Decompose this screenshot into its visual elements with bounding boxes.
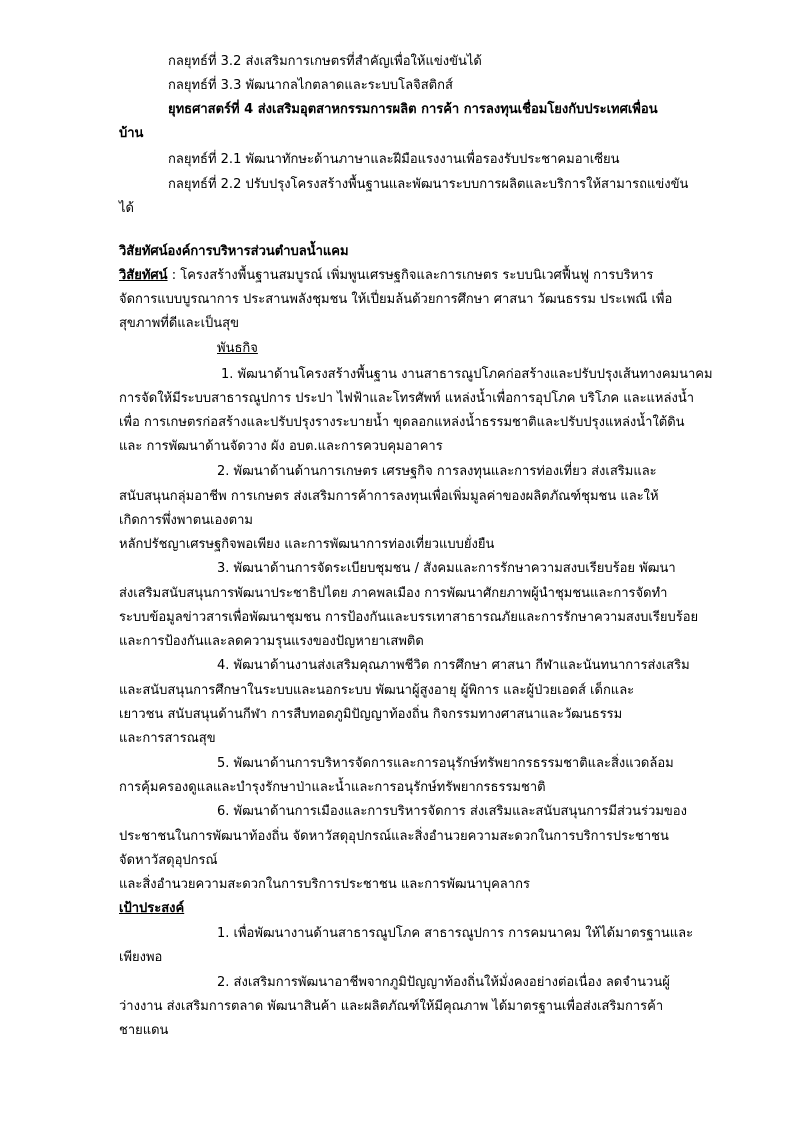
goal-item: 2. ส่งเสริมการพัฒนาอาชีพจากภูมิปัญญาท้องถิ่นให้มั่งคงอย่างต่อเนื่อง ลดจำนวนผู้ [217, 975, 670, 990]
mission-line: ส่งเสริมสนับสนุนการพัฒนาประชาธิปไตย ภาคพลเมือง การพัฒนาศักยภาพผู้นำชุมชนและการจัดทำ [119, 586, 668, 601]
mission-line: ระบบข้อมูลข่าวสารเพื่อพัฒนาชุมชน การป้องกันและบรรเทาสาธารณภัยและการรักษาความสงบเรียบร้อย [119, 610, 699, 625]
goals-heading: เป้าประสงค์ [119, 901, 185, 916]
mission-line: เพื่อ การเกษตรก่อสร้างและปรับปรุงรางระบายน้ำ ขุดลอกแหล่งน้ำธรรมชาติและปรับปรุงแหล่งน้ำใต้ดิน [119, 415, 685, 430]
mission-line: และสิ่งอำนวยความสะดวกในการบริการประชาชน และการพัฒนาบุคลากร [119, 877, 530, 892]
vision-label: วิสัยทัศน์ [119, 268, 168, 283]
goal-item: 1. เพื่อพัฒนางานด้านสาธารณูปโภค สาธารณูปการ การคมนาคม ให้ได้มาตรฐานและ [217, 926, 694, 941]
mission-item: 5. พัฒนาด้านการบริหารจัดการและการอนุรักษ์ทรัพยากรธรรมชาติและสิ่งแวดล้อม [217, 756, 674, 771]
vision-line: สุขภาพที่ดีและเป็นสุข [119, 316, 240, 331]
mission-line: และสนับสนุนการศึกษาในระบบและนอกระบบ พัฒนาผู้สูงอายุ ผู้พิการ และผู้ป่วยเอดส์ เด็กและ [119, 683, 635, 698]
mission-item: 4. พัฒนาด้านงานส่งเสริมคุณภาพชีวิต การศึกษา ศาสนา กีฬาและนันทนาการส่งเสริม [217, 658, 690, 673]
strategy-line: กลยุทธ์ที่ 2.2 ปรับปรุงโครงสร้างพื้นฐานและพัฒนาระบบการผลิตและบริการให้สามารถแข่งขัน [168, 177, 689, 192]
mission-item: 1. พัฒนาด้านโครงสร้างพื้นฐาน งานสาธารณูปโภคก่อสร้างและปรับปรุงเส้นทางคมนาคม [221, 367, 713, 382]
strategy-line-cont: ได้ [119, 201, 134, 216]
mission-line: เกิดการพึ่งพาตนเองตาม [119, 513, 253, 528]
vision-line: จัดการแบบบูรณาการ ประสานพลังชุมชน ให้เปี่ยมล้นด้วยการศึกษา ศาสนา วัฒนธรรม ประเพณี เพื่อ [119, 292, 673, 307]
mission-line: เยาวชน สนับสนุนด้านกีฬา การสืบทอดภูมิปัญญาท้องถิ่น กิจกรรมทางศาสนาและวัฒนธรรม [119, 707, 623, 722]
strategy-line: กลยุทธ์ที่ 3.2 ส่งเสริมการเกษตรที่สำคัญเพื่อให้แข่งขันได้ [168, 54, 482, 69]
vision-paragraph [119, 266, 653, 286]
mission-line: และการป้องกันและลดความรุนแรงของปัญหายาเสพติด [119, 634, 424, 649]
strategy-heading-cont: บ้าน [119, 126, 144, 141]
strategy-line: กลยุทธ์ที่ 3.3 พัฒนากลไกตลาดและระบบโลจิสติกส์ [168, 78, 453, 93]
mission-item: 3. พัฒนาด้านการจัดระเบียบชุมชน / สังคมและการรักษาความสงบเรียบร้อย พัฒนา [217, 561, 676, 576]
goal-line: ว่างงาน ส่งเสริมการตลาด พัฒนาสินค้า และผลิตภัณฑ์ให้มีคุณภาพ ได้มาตรฐานเพื่อส่งเสริมการค้า [119, 999, 664, 1014]
mission-line: หลักปรัชญาเศรษฐกิจพอเพียง และการพัฒนาการท่องเที่ยวแบบยั่งยืน [119, 537, 495, 552]
strategy-heading: ยุทธศาสตร์ที่ 4 ส่งเสริมอุตสาหกรรมการผลิต การค้า การลงทุนเชื่อมโยงกับประเทศเพื่อน [168, 102, 658, 117]
mission-line: และ การพัฒนาด้านจัดวาง ผัง อบต.และการควบคุมอาคาร [119, 439, 443, 454]
mission-item: 2. พัฒนาด้านด้านการเกษตร เศรษฐกิจ การลงทุนและการท่องเที่ยว ส่งเสริมและ [217, 464, 657, 479]
goal-line: ชายแดน [119, 1023, 169, 1038]
strategy-line: กลยุทธ์ที่ 2.1 พัฒนาทักษะด้านภาษาและฝีมือแรงงานเพื่อรองรับประชาคมอาเซียน [168, 152, 620, 167]
mission-line: สนับสนุนกลุ่มอาชีพ การเกษตร ส่งเสริมการค้าการลงทุนเพื่อเพิ่มมูลค่าของผลิตภัณฑ์ชุมชน และให้ [119, 489, 659, 504]
goal-line: เพียงพอ [119, 950, 163, 965]
mission-line: และการสารณสุข [119, 731, 216, 746]
vision-section-title: วิสัยทัศน์องค์การบริหารส่วนตำบลน้ำแคม [119, 244, 349, 259]
mission-heading: พันธกิจ [217, 341, 258, 356]
mission-line: การคุ้มครองดูแลและบำรุงรักษาป่าและน้ำและการอนุรักษ์ทรัพยากรธรรมชาติ [119, 780, 546, 795]
mission-line: ประชาชนในการพัฒนาท้องถิ่น จัดหาวัสดุอุปกรณ์และสิ่งอำนวยความสะดวกในการบริการประชาชน [119, 829, 669, 844]
mission-line: จัดหาวัสดุอุปกรณ์ [119, 853, 218, 868]
mission-item: 6. พัฒนาด้านการเมืองและการบริหารจัดการ ส่งเสริมและสนับสนุนการมีส่วนร่วมของ [217, 804, 687, 819]
vision-text: : โครงสร้างพื้นฐานสมบูรณ์ เพิ่มพูนเศรษฐกิจและการเกษตร ระบบนิเวศฟื้นฟู การบริหาร [167, 268, 654, 283]
mission-line: การจัดให้มีระบบสาธารณูปการ ประปา ไฟฟ้าและโทรศัพท์ แหล่งน้ำเพื่อการอุปโภค บริโภค และแหล่งน้ำ [119, 391, 695, 406]
